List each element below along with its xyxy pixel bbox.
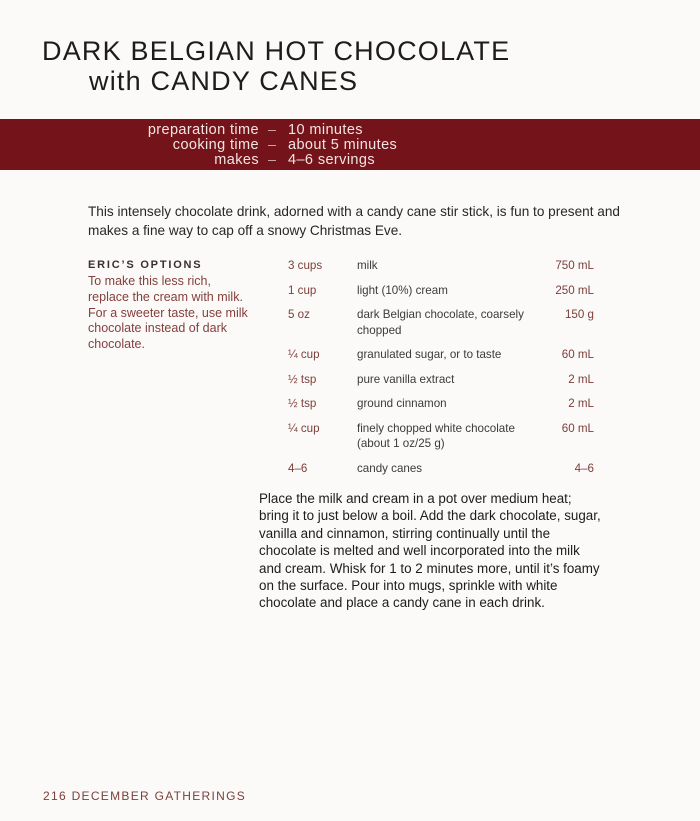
ingredient-quantity: ¼ cup bbox=[288, 421, 320, 435]
recipe-intro: This intensely chocolate drink, adorned with a candy cane stir stick, is fun to present and makes a fine way to cap off a snowy Christmas Eve. bbox=[88, 204, 620, 238]
page-number: 216 bbox=[43, 789, 67, 803]
ingredient-metric: 60 mL bbox=[561, 421, 594, 435]
ingredient-quantity: ½ tsp bbox=[288, 372, 317, 386]
ingredient-name: milk bbox=[357, 259, 378, 272]
ingredient-quantity: 5 oz bbox=[288, 308, 310, 321]
ingredient-quantity: ½ tsp bbox=[288, 397, 317, 410]
recipe-title bbox=[42, 36, 510, 96]
ingredient-name: finely chopped white chocolate (about 1 oz/25 g) bbox=[357, 421, 515, 450]
section-title: DECEMBER GATHERINGS bbox=[71, 789, 247, 803]
ingredient-quantity: 3 cups bbox=[288, 259, 323, 272]
meta-separator bbox=[268, 130, 276, 131]
ingredient-row bbox=[288, 258, 594, 274]
recipe-method: Place the milk and cream in a pot over medium heat; bring it to just below a boil. Add the dark chocolate, sugar, vanilla and cinnamon, stirring continually until the chocolate is melted and well incorporated into the milk and cream. Whisk for 1 to 2 minutes more, until it’s foamy on the surface. Pour into mugs, sprinkle with white chocolate and place a candy cane in each drink. bbox=[259, 491, 601, 611]
ingredient-row bbox=[288, 347, 594, 363]
meta-separator bbox=[268, 145, 276, 146]
ingredient-metric: 750 mL bbox=[555, 259, 594, 272]
ingredient-row bbox=[288, 461, 594, 477]
meta-value: 4–6 servings bbox=[288, 152, 376, 168]
meta-label: cooking time bbox=[172, 137, 259, 153]
meta-label: preparation time bbox=[147, 122, 259, 138]
ingredient-name: light (10%) cream bbox=[357, 283, 448, 297]
meta-row-preparation bbox=[0, 122, 700, 138]
meta-value: 10 minutes bbox=[288, 122, 363, 138]
ingredient-quantity: 4–6 bbox=[288, 461, 308, 475]
recipe-title-line-1: DARK BELGIAN HOT CHOCOLATE bbox=[42, 36, 511, 66]
meta-row-cooking bbox=[0, 137, 700, 153]
ingredient-row bbox=[288, 283, 594, 299]
ingredient-metric: 4–6 bbox=[574, 461, 594, 475]
ingredient-row bbox=[288, 372, 594, 388]
options-heading: ERIC’S OPTIONS bbox=[88, 259, 203, 271]
options-body: To make this less rich, replace the cream with milk. For a sweeter taste, use milk chocolate instead of dark chocolate. bbox=[88, 274, 248, 352]
recipe-title-line-2: with CANDY CANES bbox=[89, 66, 359, 96]
meta-separator bbox=[268, 160, 276, 161]
ingredient-row bbox=[288, 421, 594, 452]
meta-row-makes bbox=[0, 152, 700, 168]
ingredient-quantity: 1 cup bbox=[288, 283, 317, 297]
ingredient-metric: 250 mL bbox=[555, 283, 594, 297]
ingredient-metric: 150 g bbox=[564, 308, 594, 321]
ingredient-quantity: ¼ cup bbox=[288, 348, 320, 361]
ingredient-metric: 2 mL bbox=[568, 397, 594, 410]
ingredient-metric: 2 mL bbox=[568, 372, 594, 386]
ingredient-name: pure vanilla extract bbox=[357, 372, 455, 386]
ingredient-name: dark Belgian chocolate, coarsely chopped bbox=[357, 308, 524, 337]
meta-label: makes bbox=[214, 152, 259, 168]
ingredient-row bbox=[288, 396, 594, 412]
ingredient-name: candy canes bbox=[357, 461, 423, 475]
ingredient-list bbox=[288, 258, 594, 476]
ingredient-name: granulated sugar, or to taste bbox=[357, 348, 502, 361]
recipe-meta-band bbox=[0, 119, 700, 170]
ingredient-name: ground cinnamon bbox=[357, 397, 447, 410]
page-footer bbox=[43, 789, 246, 803]
meta-value: about 5 minutes bbox=[288, 137, 398, 153]
ingredient-metric: 60 mL bbox=[561, 348, 594, 361]
ingredient-row bbox=[288, 307, 594, 338]
